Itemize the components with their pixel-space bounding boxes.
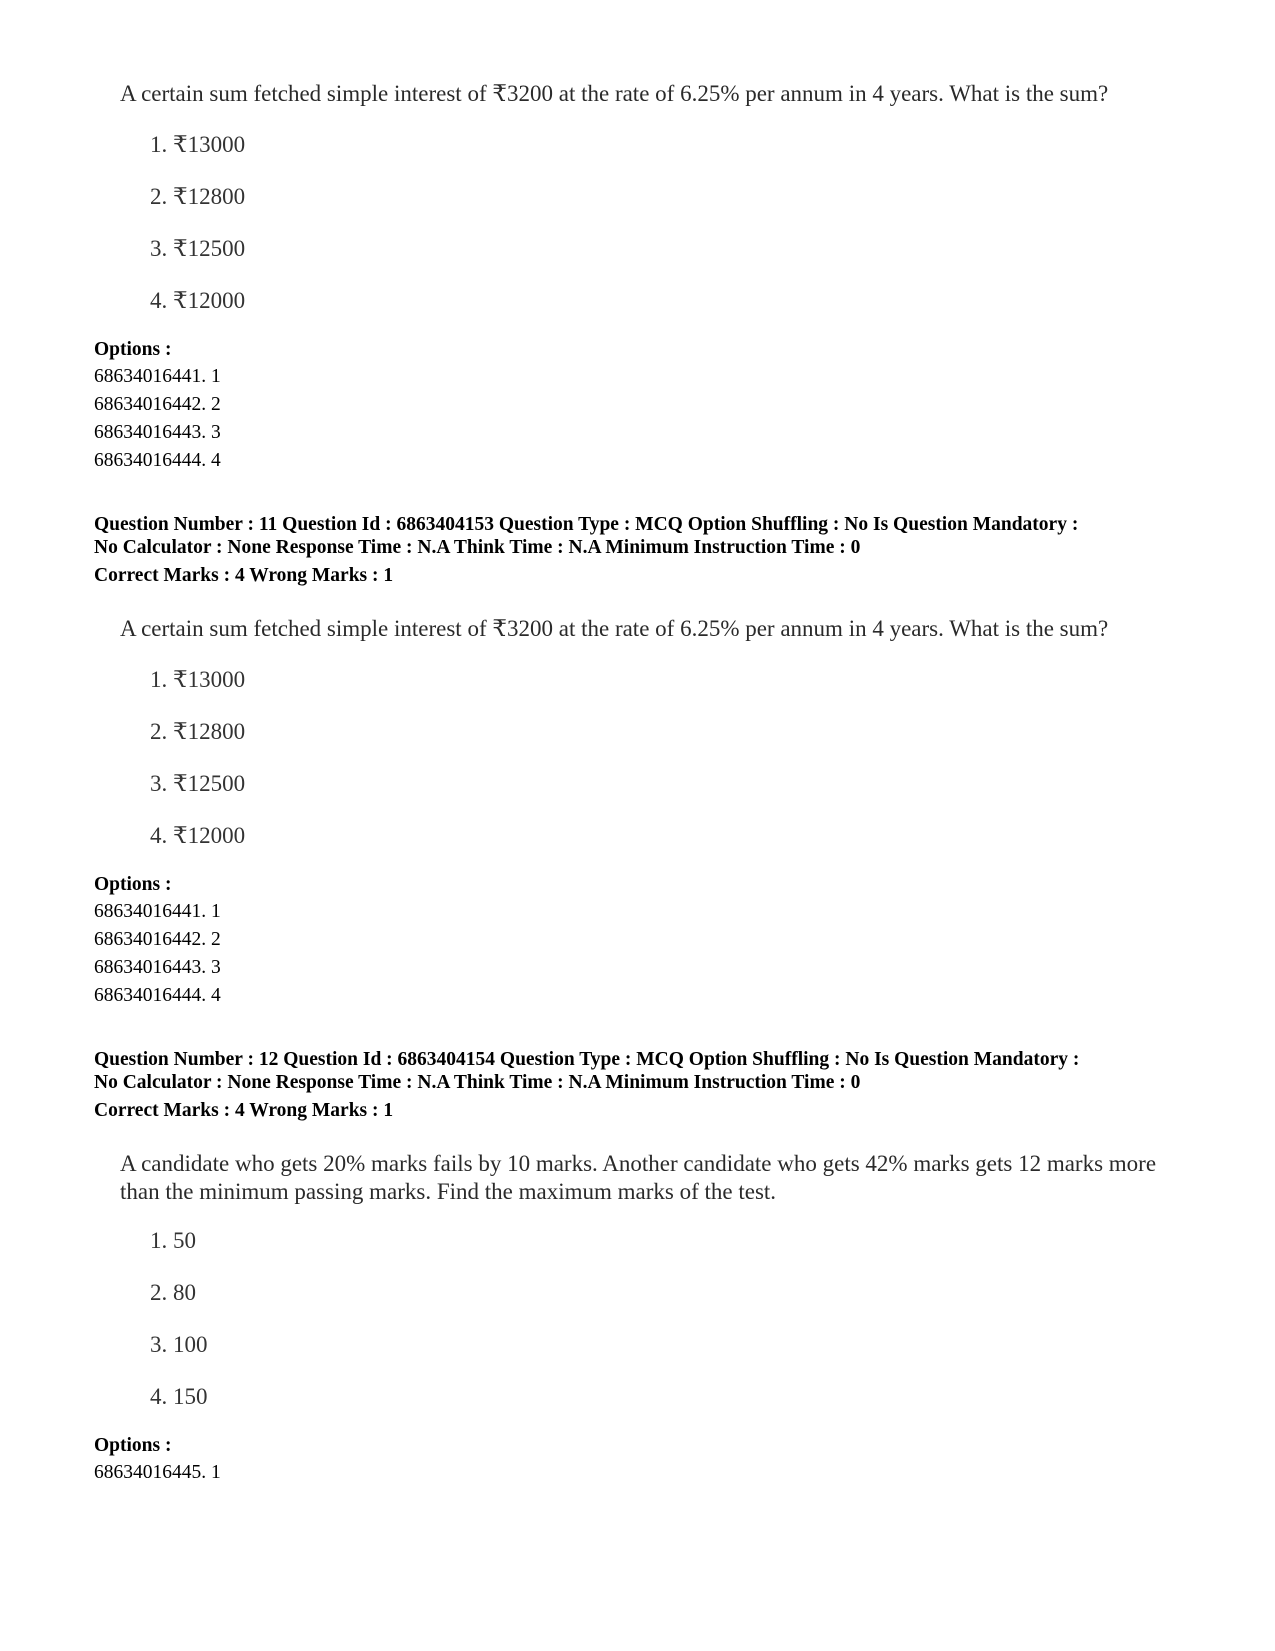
question-meta-line1: Question Number : 11 Question Id : 6863404153 Question Type : MCQ Option Shuffling : No Is Question Mandatory : bbox=[94, 514, 1079, 535]
question-meta-line2: No Calculator : None Response Time : N.A Think Time : N.A Minimum Instruction Time : 0 bbox=[94, 537, 861, 558]
question-meta-line2: No Calculator : None Response Time : N.A Think Time : N.A Minimum Instruction Time : 0 bbox=[94, 1072, 861, 1093]
choice-2: 2. ₹12800 bbox=[150, 719, 246, 744]
choice-3: 3. ₹12500 bbox=[150, 236, 246, 261]
option-id-2: 68634016442. 2 bbox=[94, 929, 221, 950]
option-id-3: 68634016443. 3 bbox=[94, 422, 221, 443]
options-label: Options : bbox=[94, 339, 172, 360]
choice-3: 3. ₹12500 bbox=[150, 771, 246, 796]
option-id-1: 68634016441. 1 bbox=[94, 901, 221, 922]
choice-4: 4. 150 bbox=[150, 1384, 208, 1409]
question-text: A certain sum fetched simple interest of ₹3200 at the rate of 6.25% per annum in 4 years. What is the sum? bbox=[120, 81, 1109, 106]
choice-4: 4. ₹12000 bbox=[150, 823, 246, 848]
options-label: Options : bbox=[94, 1435, 172, 1456]
choice-2: 2. ₹12800 bbox=[150, 184, 246, 209]
choice-1: 1. ₹13000 bbox=[150, 132, 246, 157]
question-meta-line1: Question Number : 12 Question Id : 6863404154 Question Type : MCQ Option Shuffling : No Is Question Mandatory : bbox=[94, 1049, 1080, 1070]
option-id-4: 68634016444. 4 bbox=[94, 450, 221, 471]
option-id-1: 68634016441. 1 bbox=[94, 366, 221, 387]
options-label: Options : bbox=[94, 874, 172, 895]
choice-1: 1. 50 bbox=[150, 1228, 196, 1253]
option-id-2: 68634016442. 2 bbox=[94, 394, 221, 415]
choice-1: 1. ₹13000 bbox=[150, 667, 246, 692]
choice-4: 4. ₹12000 bbox=[150, 288, 246, 313]
choice-3: 3. 100 bbox=[150, 1332, 208, 1357]
question-marks: Correct Marks : 4 Wrong Marks : 1 bbox=[94, 1100, 394, 1121]
question-marks: Correct Marks : 4 Wrong Marks : 1 bbox=[94, 565, 394, 586]
choice-2: 2. 80 bbox=[150, 1280, 196, 1305]
question-text: A certain sum fetched simple interest of ₹3200 at the rate of 6.25% per annum in 4 years. What is the sum? bbox=[120, 616, 1109, 641]
option-id-3: 68634016443. 3 bbox=[94, 957, 221, 978]
question-text: A candidate who gets 20% marks fails by 10 marks. Another candidate who gets 42% marks gets 12 marks more than the minimum passing marks. Find the maximum marks of the test. bbox=[120, 1151, 1157, 1204]
option-id-1: 68634016445. 1 bbox=[94, 1462, 221, 1483]
option-id-4: 68634016444. 4 bbox=[94, 985, 221, 1006]
